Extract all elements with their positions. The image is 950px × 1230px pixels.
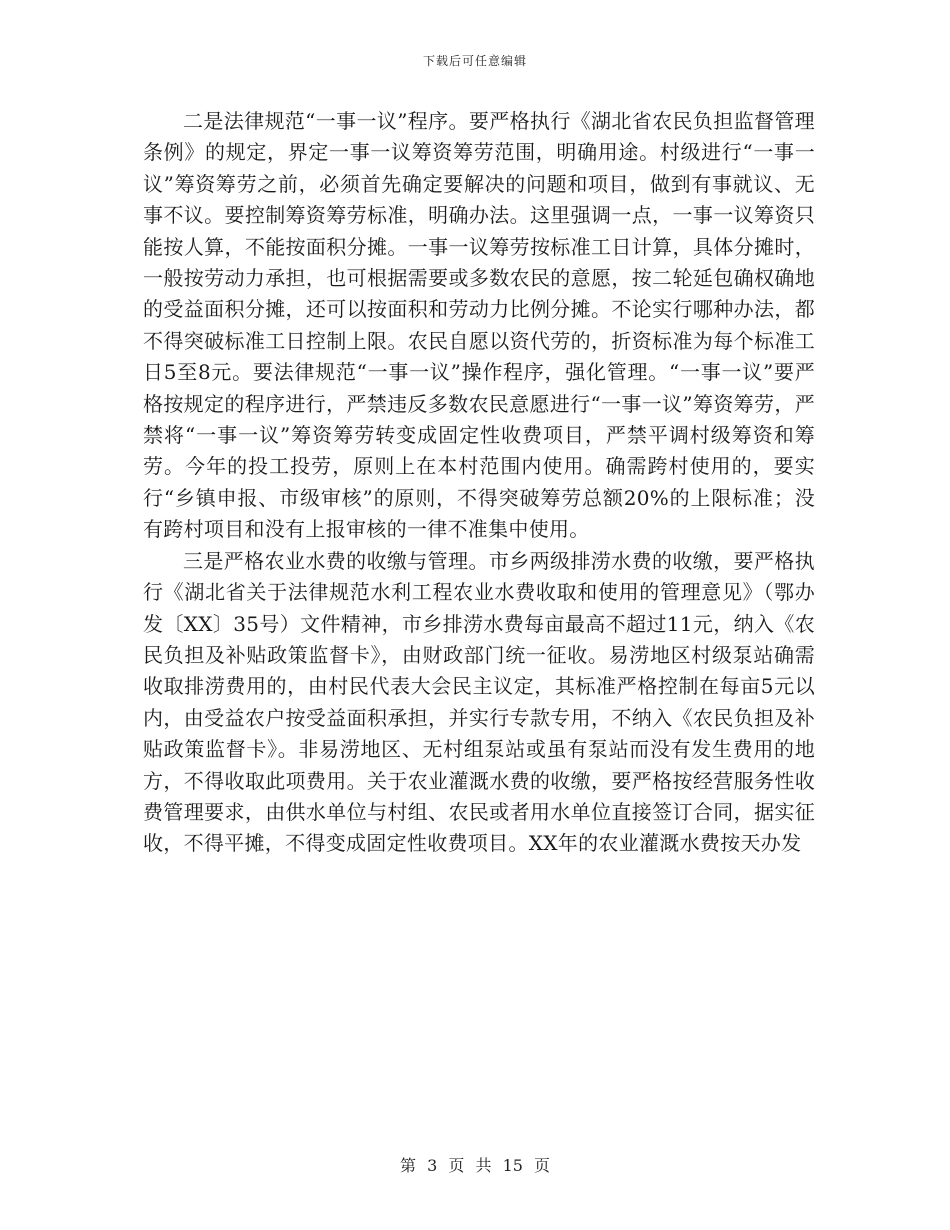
footer-label-total: 共 xyxy=(475,1156,492,1175)
paragraph-1: 二是法律规范“一事一议”程序。要严格执行《湖北省农民负担监督管理条例》的规定，界定一事一议筹资筹劳范围，明确用途。村级进行“一事一议”筹资筹劳之前，必须首先确定要解决的问题和项目，做到有事就议、无事不议。要控制筹资筹劳标准，明确办法。这里强调一点，一事一议筹资只能按人算，不能按面积分摊。一事一议筹劳按标准工日计算，具体分摊时，一般按劳动力承担，也可根据需要或多数农民的意愿，按二轮延包确权确地的受益面积分摊，还可以按面积和劳动力比例分摊。不论实行哪种办法，都不得突破标准工日控制上限。农民自愿以资代劳的，折资标准为每个标准工日5至8元。要法律规范“一事一议”操作程序，强化管理。“一事一议”要严格按规定的程序进行，严禁违反多数农民意愿进行“一事一议”筹资筹劳，严禁将“一事一议”筹资筹劳转变成固定性收费项目，严禁平调村级筹资和筹劳。今年的投工投劳，原则上在本村范围内使用。确需跨村使用的，要实行“乡镇申报、市级审核”的原则，不得突破筹劳总额20%的上限标准；没有跨村项目和没有上报审核的一律不准集中使用。 xyxy=(143,109,815,542)
footer-label-page: 第 xyxy=(399,1156,416,1175)
page-footer xyxy=(0,1153,950,1176)
footer-total-pages: 15 xyxy=(502,1156,523,1175)
footer-label-total-unit: 页 xyxy=(534,1156,551,1175)
paragraph-2: 三是严格农业水费的收缴与管理。市乡两级排涝水费的收缴，要严格执行《湖北省关于法律规范水利工程农业水费收取和使用的管理意见》（鄂办发〔XX〕35号）文件精神，市乡排涝水费每亩最高不超过11元，纳入《农民负担及补贴政策监督卡》，由财政部门统一征收。易涝地区村级泵站确需收取排涝费用的，由村民代表大会民主议定，其标准严格控制在每亩5元以内，由受益农户按受益面积承担，并实行专款专用，不纳入《农民负担及补贴政策监督卡》。非易涝地区、无村组泵站或虽有泵站而没有发生费用的地方，不得收取此项费用。关于农业灌溉水费的收缴，要严格按经营服务性收费管理要求，由供水单位与村组、农民或者用水单位直接签订合同，据实征收，不得平摊，不得变成固定性收费项目。XX年的农业灌溉水费按天办发 xyxy=(143,548,815,856)
page-header: 下载后可任意编辑 xyxy=(422,54,527,68)
footer-label-page-unit: 页 xyxy=(448,1156,465,1175)
footer-current-page: 3 xyxy=(427,1156,438,1175)
document-body xyxy=(143,106,815,860)
